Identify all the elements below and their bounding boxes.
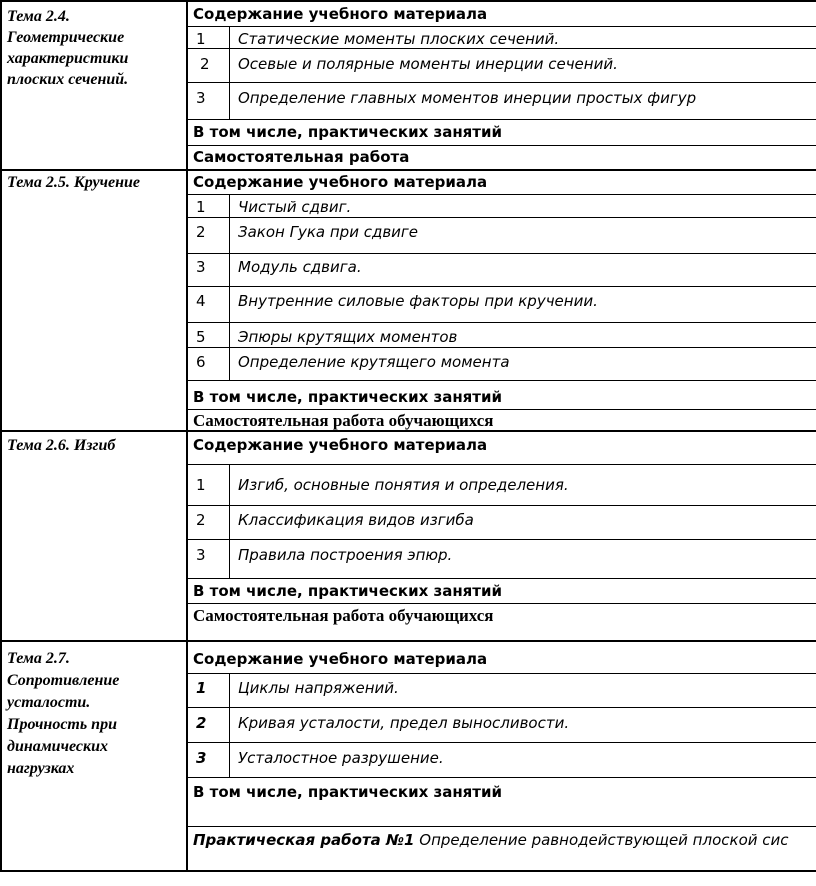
item-number: 1 <box>196 30 206 48</box>
item-number: 1 <box>196 198 206 216</box>
item-number: 3 <box>196 258 206 276</box>
item-text: Определение главных моментов инерции простых фигур <box>238 89 697 107</box>
practice-label: В том числе, практических занятий <box>193 783 503 801</box>
independent-work-label: Самостоятельная работа <box>193 148 410 166</box>
row-line <box>187 826 816 827</box>
table-border-left <box>0 0 2 872</box>
item-text: Статические моменты плоских сечений. <box>238 30 560 48</box>
row-line <box>187 380 816 381</box>
section-line <box>0 640 816 642</box>
practical-work <box>193 831 816 849</box>
row-line <box>187 347 816 348</box>
item-number: 3 <box>196 749 207 767</box>
topic-title: Тема 2.4. Геометрические характеристики плоских сечений. <box>7 8 129 88</box>
item-number: 5 <box>196 328 206 346</box>
row-line <box>187 409 816 410</box>
practice-label: В том числе, практических занятий <box>193 123 503 141</box>
row-line <box>187 707 816 708</box>
item-text: Изгиб, основные понятия и определения. <box>238 476 569 494</box>
topic-title: Тема 2.5. Кручение <box>7 174 140 191</box>
item-text: Чистый сдвиг. <box>238 198 352 216</box>
table-border-top <box>0 0 816 2</box>
number-column-divider <box>229 194 230 380</box>
item-number: 2 <box>200 55 210 73</box>
row-line <box>187 119 816 120</box>
item-text: Закон Гука при сдвиге <box>238 223 419 241</box>
number-column-divider <box>229 673 230 777</box>
row-line <box>187 673 816 674</box>
content-header: Содержание учебного материала <box>193 650 488 668</box>
item-text: Усталостное разрушение. <box>238 749 444 767</box>
row-line <box>187 777 816 778</box>
row-line <box>187 742 816 743</box>
row-line <box>187 286 816 287</box>
independent-work-label: Самостоятельная работа обучающихся <box>193 411 494 430</box>
item-number: 2 <box>196 511 206 529</box>
item-number: 4 <box>196 292 206 310</box>
practice-label: В том числе, практических занятий <box>193 388 503 406</box>
item-text: Осевые и полярные моменты инерции сечений. <box>238 55 618 73</box>
practical-work-label: Практическая работа №1 <box>193 831 415 849</box>
item-text: Кривая усталости, предел выносливости. <box>238 714 570 732</box>
row-line <box>187 464 816 465</box>
item-number: 2 <box>196 714 207 732</box>
item-number: 2 <box>196 223 206 241</box>
content-header: Содержание учебного материала <box>193 173 488 191</box>
row-line <box>187 26 816 27</box>
section-line <box>0 169 816 171</box>
item-text: Правила построения эпюр. <box>238 546 453 564</box>
row-line <box>187 217 816 218</box>
item-text: Внутренние силовые факторы при кручении. <box>238 292 598 310</box>
row-line <box>187 82 816 83</box>
row-line <box>187 145 816 146</box>
practice-label: В том числе, практических занятий <box>193 582 503 600</box>
content-header: Содержание учебного материала <box>193 436 488 454</box>
independent-work-label: Самостоятельная работа обучающихся <box>193 606 494 625</box>
content-header: Содержание учебного материала <box>193 5 488 23</box>
topic-title: Тема 2.7. Сопротивление усталости. Прочность при динамических нагрузках <box>7 650 120 777</box>
row-line <box>187 505 816 506</box>
row-line <box>187 194 816 195</box>
practical-work-text: Определение равнодействующей плоской сис <box>419 831 789 849</box>
number-column-divider <box>229 464 230 578</box>
item-text: Классификация видов изгиба <box>238 511 474 529</box>
table-border-bottom <box>0 870 816 872</box>
row-line <box>187 578 816 579</box>
item-text: Циклы напряжений. <box>238 679 399 697</box>
item-number: 3 <box>196 546 206 564</box>
item-number: 1 <box>196 679 207 697</box>
item-text: Эпюры крутящих моментов <box>238 328 458 346</box>
item-text: Определение крутящего момента <box>238 353 510 371</box>
item-number: 1 <box>196 476 206 494</box>
row-line <box>187 539 816 540</box>
row-line <box>187 253 816 254</box>
topic-title: Тема 2.6. Изгиб <box>7 437 116 454</box>
row-line <box>187 322 816 323</box>
item-number: 6 <box>196 353 206 371</box>
number-column-divider <box>229 26 230 120</box>
item-number: 3 <box>196 89 206 107</box>
item-text: Модуль сдвига. <box>238 258 362 276</box>
row-line <box>187 603 816 604</box>
row-line <box>187 48 816 49</box>
